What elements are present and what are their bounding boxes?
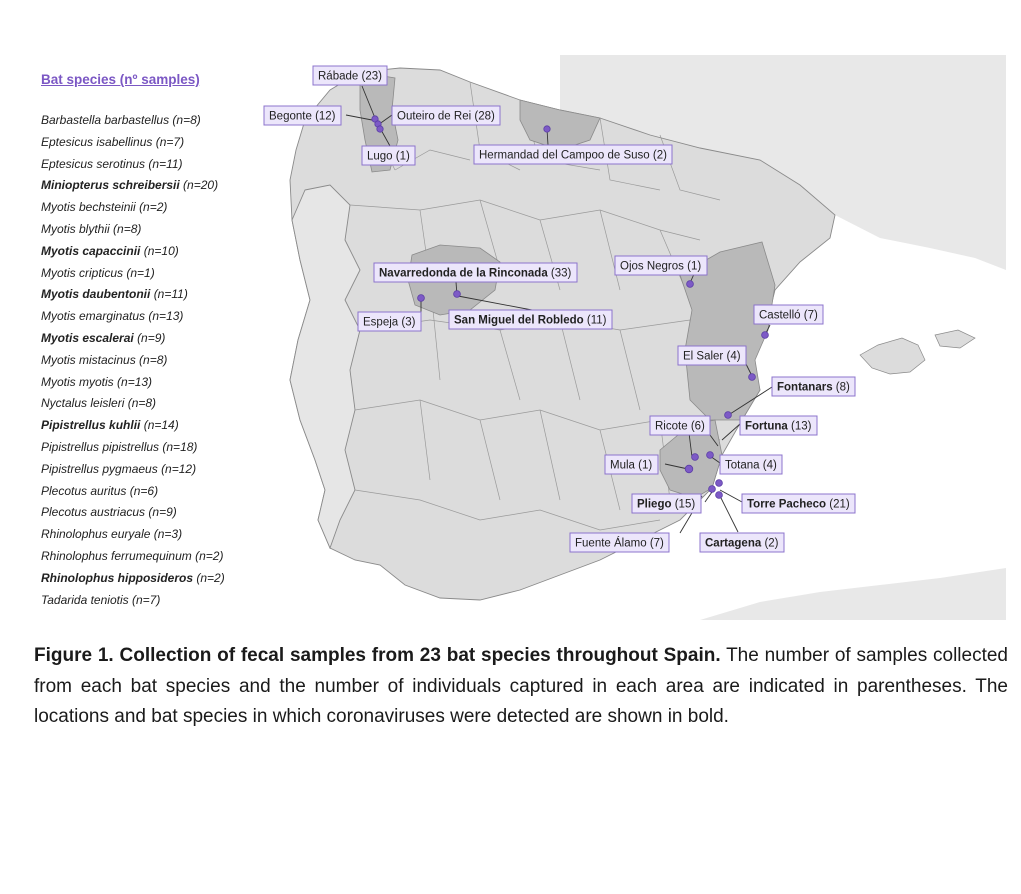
- svg-text:Fuente Álamo (7): [575, 537, 664, 550]
- species-item: [41, 328, 225, 350]
- species-name: Eptesicus isabellinus: [41, 134, 153, 149]
- site-count: (33): [550, 267, 572, 280]
- species-item: [41, 546, 225, 568]
- site-label-ojos: [615, 256, 707, 275]
- species-item: [41, 284, 225, 306]
- point-elsaler: [749, 374, 756, 381]
- point-espeja: [418, 295, 425, 302]
- site-name: Fuente Álamo: [575, 537, 647, 550]
- species-name: Pipistrellus kuhlii: [41, 418, 141, 433]
- svg-text:Espeja (3): [363, 317, 416, 329]
- svg-text:Navarredonda de la Rinconada (: [379, 268, 572, 280]
- species-count: (n=2): [195, 548, 224, 563]
- svg-text:San Miguel del Robledo (11): [454, 315, 607, 327]
- site-label-outeiro: [392, 106, 500, 125]
- species-name: Myotis escalerai: [41, 330, 134, 345]
- site-count: (2): [764, 537, 779, 550]
- site-label-fontanars: [772, 377, 855, 396]
- species-item: [41, 132, 225, 154]
- site-label-pliego: [632, 494, 701, 513]
- species-count: (n=13): [148, 309, 184, 324]
- species-item: [41, 524, 225, 546]
- species-item: [41, 502, 225, 524]
- species-item: [41, 197, 225, 219]
- species-item: [41, 393, 225, 415]
- site-count: (6): [690, 420, 705, 433]
- site-name: Torre Pacheco: [747, 498, 827, 511]
- point-hermandad: [544, 126, 550, 132]
- site-count: (13): [791, 420, 812, 433]
- species-count: (n=12): [161, 461, 197, 476]
- site-count: (1): [395, 150, 410, 163]
- site-name: Rábade: [318, 70, 359, 83]
- point-castello: [762, 332, 769, 339]
- site-count: (11): [586, 314, 607, 327]
- species-name: Myotis capaccinii: [41, 243, 141, 258]
- species-count: (n=8): [127, 396, 157, 411]
- species-count: (n=8): [172, 113, 201, 127]
- site-label-castello: [754, 305, 823, 324]
- site-name: Hermandad del Campoo de Suso: [479, 149, 650, 162]
- site-label-ricote: [650, 416, 710, 435]
- svg-text:Ricote (6): [655, 421, 705, 433]
- point-fontanars: [725, 412, 732, 419]
- species-name: Barbastella barbastellus: [41, 113, 170, 127]
- svg-text:Rábade (23): [318, 71, 382, 83]
- svg-text:Begonte (12): [269, 111, 336, 123]
- site-label-rabade: [313, 66, 387, 85]
- site-count: (8): [835, 381, 850, 394]
- site-count: (1): [638, 459, 653, 472]
- species-count: (n=6): [129, 483, 159, 498]
- point-ojos: [687, 281, 694, 288]
- species-name: Myotis emarginatus: [41, 309, 146, 324]
- species-count: (n=7): [131, 592, 161, 607]
- site-name: Cartagena: [705, 537, 762, 550]
- point-cartagena: [716, 492, 723, 499]
- svg-text:Totana (4): [725, 460, 777, 472]
- site-name: Espeja: [363, 316, 399, 329]
- point-pliego: [709, 486, 716, 493]
- species-count: (n=1): [126, 265, 155, 280]
- species-count: (n=2): [139, 200, 168, 215]
- species-count: (n=9): [137, 330, 166, 345]
- species-item: [41, 175, 225, 197]
- site-count: (15): [674, 498, 696, 511]
- species-count: (n=10): [143, 243, 179, 258]
- species-count: (n=7): [155, 134, 185, 149]
- svg-text:Fortuna (13): [745, 421, 812, 433]
- species-count: (n=2): [196, 570, 225, 585]
- site-label-fortuna: [740, 416, 817, 435]
- species-name: Rhinolophus hipposideros: [41, 570, 193, 585]
- svg-text:Castelló (7): [759, 310, 818, 322]
- site-name: El Saler: [683, 350, 724, 363]
- species-item: [41, 568, 225, 590]
- species-item: [41, 437, 225, 459]
- species-name: Pipistrellus pipistrellus: [41, 439, 160, 454]
- site-count: (21): [829, 498, 850, 511]
- site-label-totana: [720, 455, 782, 474]
- species-name: Myotis cripticus: [41, 265, 124, 280]
- point-fortuna: [707, 452, 714, 459]
- site-label-begonte: [264, 106, 341, 125]
- svg-text:Mula (1): [610, 460, 652, 472]
- site-label-elsaler: [678, 346, 746, 365]
- site-name: Pliego: [637, 498, 672, 511]
- species-item: [41, 154, 225, 176]
- site-label-mula: [605, 455, 658, 474]
- species-name: Rhinolophus euryale: [41, 527, 151, 542]
- species-name: Myotis daubentonii: [41, 287, 151, 302]
- species-item: [41, 350, 225, 372]
- site-name: Fortuna: [745, 420, 788, 433]
- svg-text:Torre Pacheco (21): [747, 499, 850, 511]
- site-count: (2): [652, 149, 667, 162]
- species-name: Plecotus austriacus: [41, 505, 146, 520]
- figure-caption: [34, 641, 1008, 733]
- site-label-cartagena: [700, 533, 784, 552]
- map: [260, 55, 1006, 620]
- species-item: [41, 459, 225, 481]
- species-count: (n=14): [143, 418, 179, 433]
- species-item: [41, 110, 225, 132]
- site-name: Castelló: [759, 309, 801, 322]
- site-label-hermandad: [474, 145, 672, 164]
- point-mula: [685, 465, 693, 473]
- site-count: (4): [762, 459, 777, 472]
- species-count: (n=11): [153, 287, 188, 302]
- species-item: [41, 263, 225, 285]
- svg-text:Lugo (1): [367, 151, 410, 163]
- svg-text:El Saler (4): [683, 351, 741, 363]
- species-count: (n=8): [113, 221, 142, 236]
- species-item: [41, 306, 225, 328]
- species-name: Plecotus auritus: [41, 483, 127, 498]
- species-item: [41, 590, 225, 612]
- svg-text:Ojos Negros (1): [620, 261, 701, 273]
- svg-text:Fontanars (8): [777, 382, 850, 394]
- point-lugo: [377, 126, 383, 132]
- species-name: Pipistrellus pygmaeus: [41, 461, 158, 476]
- site-count: (4): [726, 350, 741, 363]
- species-item: [41, 372, 225, 394]
- site-count: (28): [474, 110, 495, 123]
- species-name: Myotis blythii: [41, 221, 110, 236]
- site-name: Begonte: [269, 110, 312, 123]
- site-label-sanmiguel: [449, 310, 612, 329]
- site-label-espeja: [358, 312, 421, 331]
- legend-title: Bat species (nº samples): [41, 72, 200, 87]
- svg-text:Cartagena (2): [705, 538, 779, 550]
- site-count: (1): [687, 260, 702, 273]
- site-name: Mula: [610, 459, 635, 472]
- species-name: Eptesicus serotinus: [41, 156, 146, 171]
- caption-title: Figure 1. Collection of fecal samples from 23 bat species throughout Spain.: [34, 645, 721, 666]
- site-label-fuente: [570, 533, 669, 552]
- site-name: Ojos Negros: [620, 260, 684, 273]
- site-label-lugo: [362, 146, 415, 165]
- species-count: (n=3): [153, 527, 183, 542]
- site-name: Fontanars: [777, 381, 833, 394]
- species-item: [41, 415, 225, 437]
- species-name: Rhinolophus ferrumequinum: [41, 548, 192, 563]
- site-label-navarredonda: [374, 263, 577, 282]
- svg-text:Outeiro de Rei (28): [397, 111, 495, 123]
- species-name: Tadarida teniotis: [41, 592, 129, 607]
- species-item: [41, 219, 225, 241]
- species-count: (n=8): [139, 352, 168, 367]
- svg-text:Hermandad del Campoo de Suso (: [479, 150, 667, 162]
- site-name: Lugo: [367, 150, 393, 163]
- site-count: (7): [803, 309, 818, 322]
- species-item: [41, 241, 225, 263]
- species-name: Myotis bechsteinii: [41, 200, 136, 215]
- site-name: Navarredonda de la Rinconada: [379, 267, 548, 280]
- site-count: (7): [649, 537, 664, 550]
- site-count: (12): [315, 110, 336, 123]
- point-navarredonda: [454, 291, 461, 298]
- species-name: Myotis mistacinus: [41, 352, 136, 367]
- point-ricote: [692, 454, 699, 461]
- species-list: [41, 110, 225, 611]
- site-name: San Miguel del Robledo: [454, 314, 584, 327]
- species-name: Nyctalus leisleri: [41, 396, 125, 411]
- species-count: (n=13): [117, 374, 153, 389]
- species-count: (n=18): [162, 439, 198, 454]
- species-name: Myotis myotis: [41, 374, 114, 389]
- site-label-torrepacheco: [742, 494, 855, 513]
- svg-text:Pliego (15): [637, 499, 695, 511]
- species-count: (n=11): [148, 156, 183, 171]
- species-count: (n=9): [148, 505, 177, 520]
- site-name: Ricote: [655, 420, 688, 433]
- species-count: (n=20): [183, 178, 219, 193]
- site-name: Outeiro de Rei: [397, 110, 472, 123]
- site-count: (3): [401, 316, 416, 329]
- caption-body: The number of samples collected from each bat species and the number of individuals captured in each area are indicated in parentheses. The locations and bat species in which coronaviruses were detected are shown in bold.: [34, 645, 1008, 727]
- species-item: [41, 481, 225, 503]
- site-name: Totana: [725, 459, 760, 472]
- point-torrepacheco: [716, 480, 723, 487]
- species-name: Miniopterus schreibersii: [41, 178, 180, 193]
- site-count: (23): [361, 70, 382, 83]
